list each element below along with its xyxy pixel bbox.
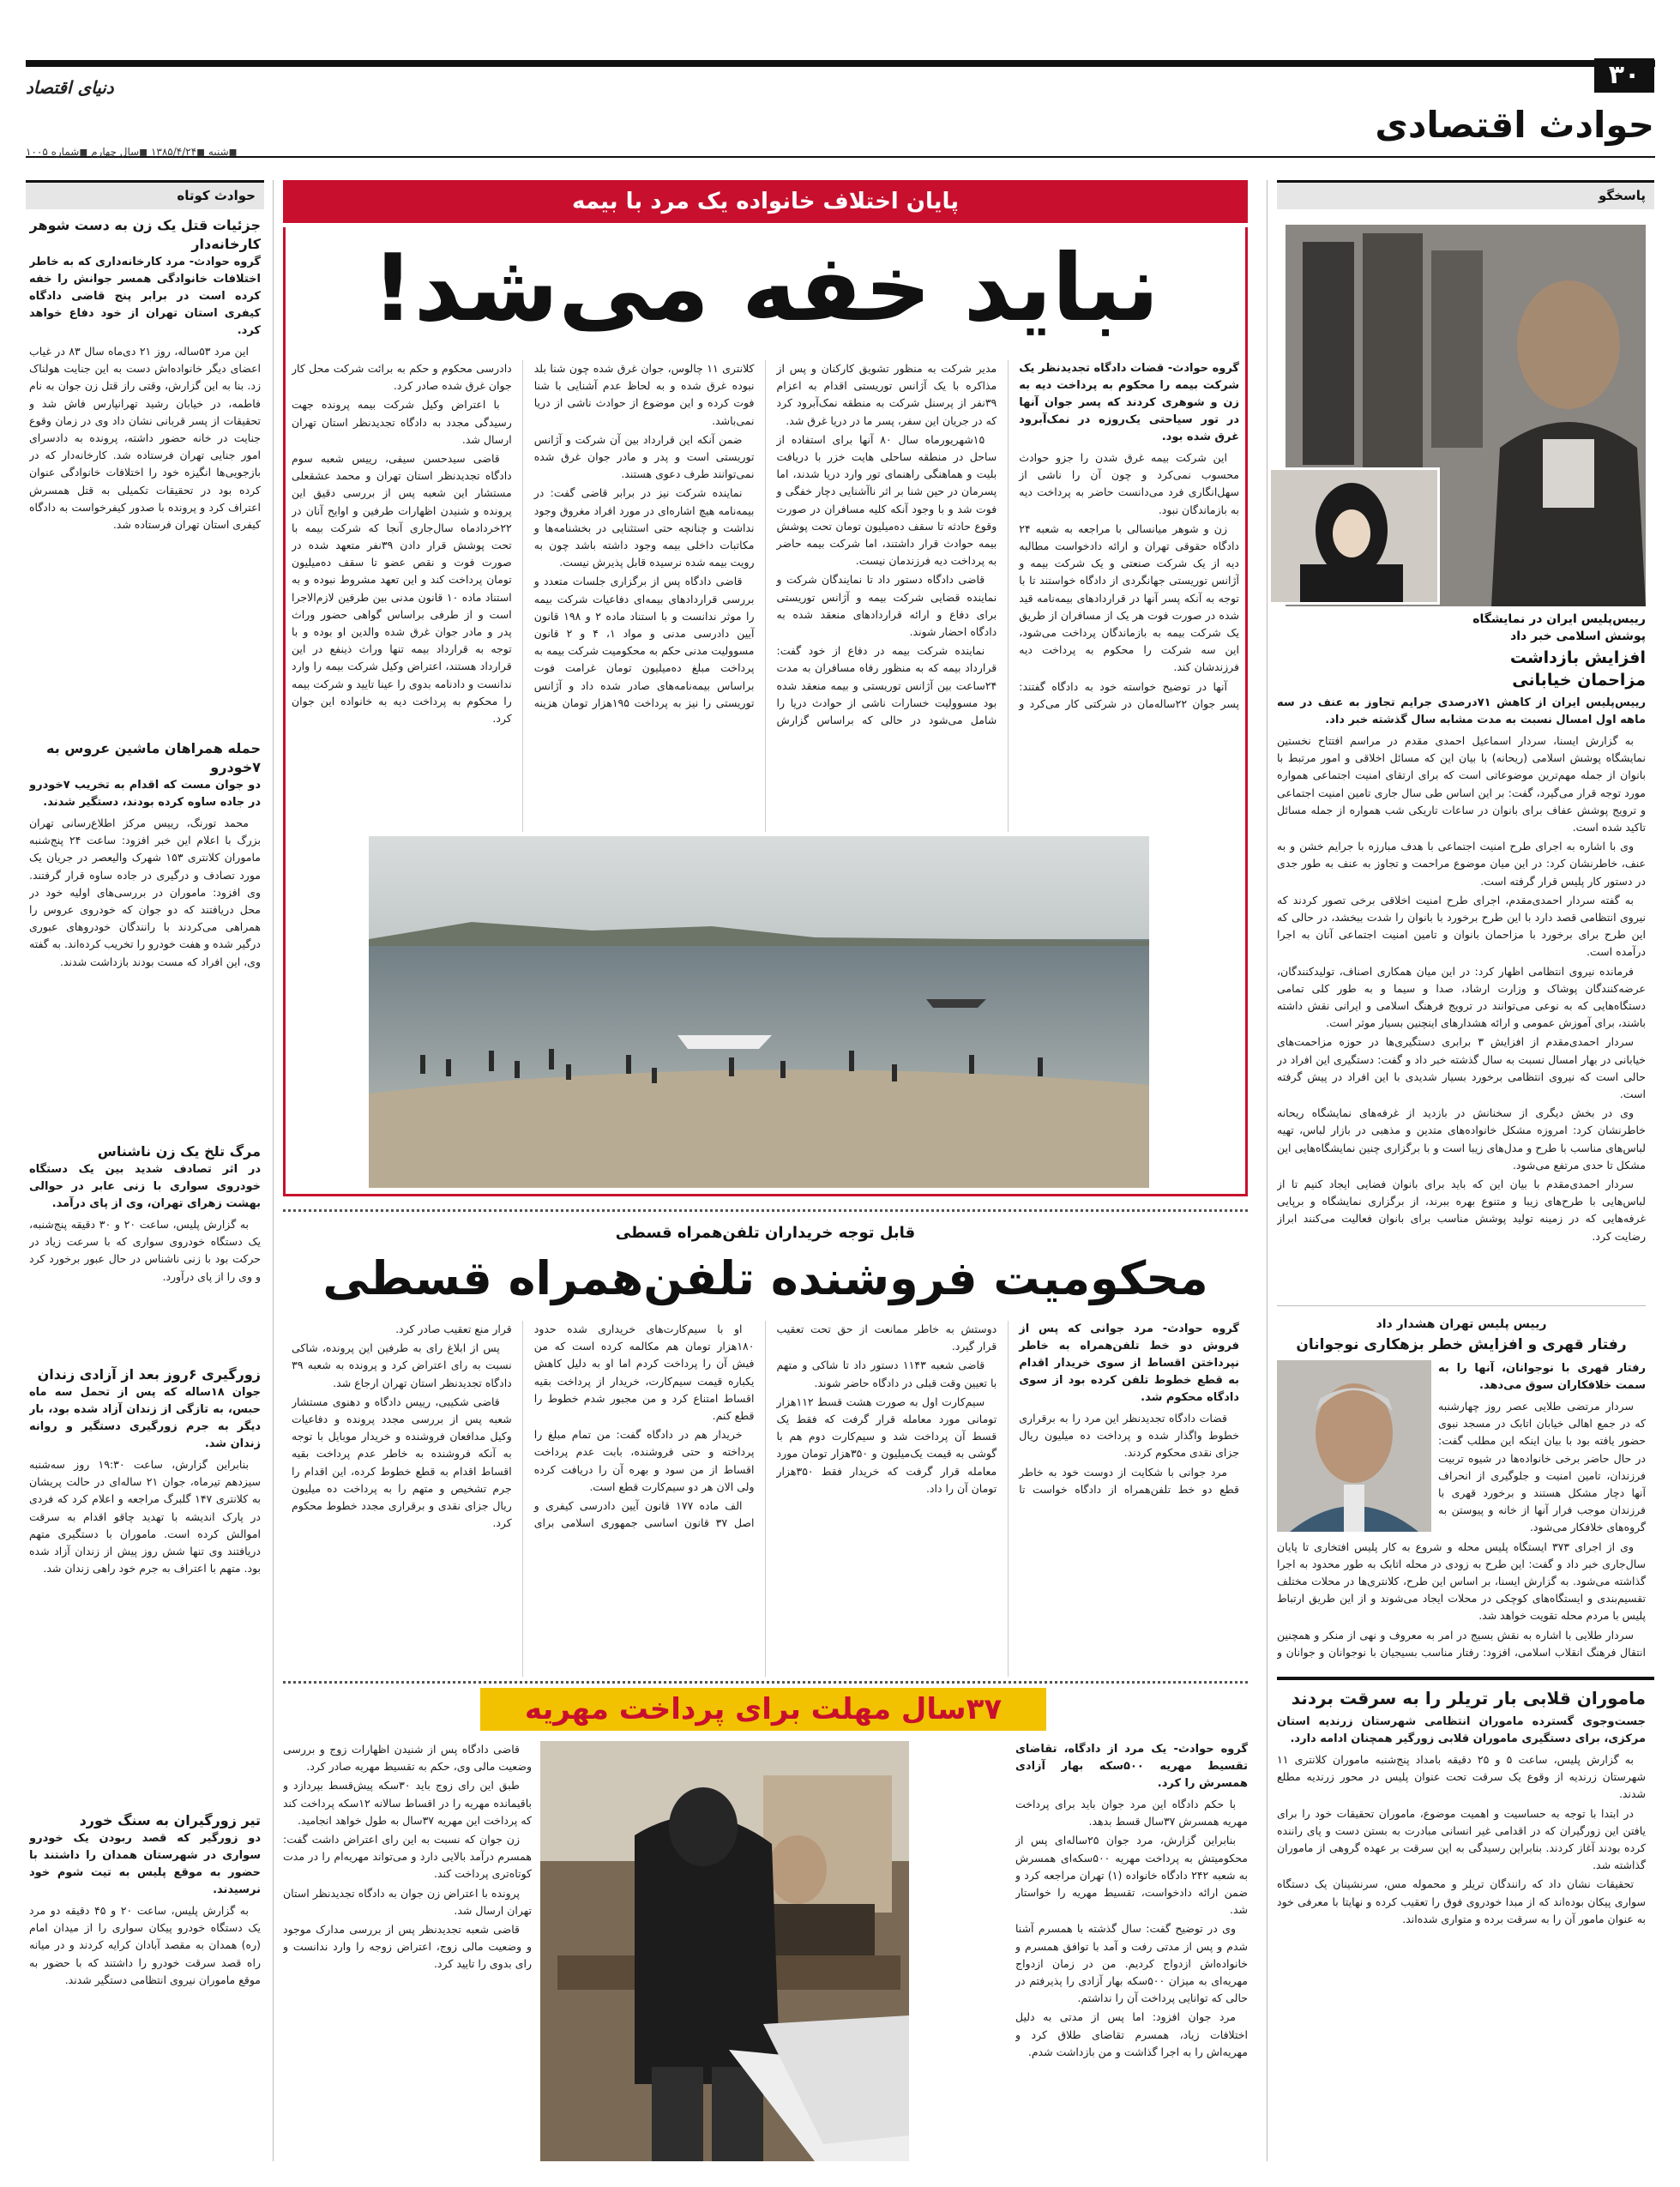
caption-title: افزایش بازداشت مزاحمان خیابانی xyxy=(1509,648,1646,690)
main-paragraph: نماینده شرکت نیز در برابر قاضی گفت: در بیمه‌نامه هیچ اشاره‌ای در مورد افراد مغروق وجود نداشت و چنانچه حتی استثنایی در بخشنامه‌ها و مکاتبات داخلی بیمه وجود داشته باشد چون به رویت بیمه شده نرسیده قابل پذیرش نیست. xyxy=(533,486,755,569)
mehrieh-paragraph: قاضی شعبه تجدیدنظر پس از بررسی مدارک موجود و وضعیت مالی زوج، اعتراض زوجه را وارد ندانست و رای بدوی را تایید کرد. xyxy=(283,1923,532,1971)
tehran-chief-photo xyxy=(1277,1360,1431,1532)
mehrieh-body-left xyxy=(283,1741,532,2161)
main-lead: گروه حوادث- قضات دادگاه تجدیدنظر یک شرکت بیمه را محکوم به پرداخت دیه به زن و شوهری کردند که پسر جوان آنها در تور سیاحتی یک‌روزه در نمک‌آبرود غرق شده بود. xyxy=(1019,362,1239,443)
short-news-item xyxy=(29,216,261,739)
right-column-label: پاسخگو xyxy=(1599,188,1646,203)
phone-paragraph: پس از ابلاغ رای به طرفین این پرونده، شاکی نسبت به رای اعتراض کرد و پرونده به شعبه ۳۹ دادگاه تجدیدنظر استان تهران ارجاع شد. xyxy=(292,1341,512,1389)
short-news-lead: گروه حوادث- مرد کارخانه‌داری که به خاطر اختلافات خانوادگی همسر جوانش را خفه کرده است در برابر پنج قاضی دادگاه کیفری استان تهران از خود دفاع خواهد کرد. xyxy=(29,256,261,337)
police-story-paragraph: فرمانده نیروی انتظامی اظهار کرد: در این میان همکاری اصناف، تولیدکنندگان، عرضه‌کنندگان پوشاک و وزارت ارشاد، صدا و سیما و به طور کلی تمامی دستگاه‌هایی که به نوعی می‌توانند در ترویج فرهنگ اسلامی و ایرانی نقش داشته باشند، برای آموزش عمومی و ارائه هشدارهای اینچنین بسیار موثر است. xyxy=(1277,964,1646,1030)
trailer-paragraph: به گزارش پلیس، ساعت ۵ و ۲۵ دقیقه بامداد پنج‌شنبه ماموران کلانتری ۱۱ شهرستان زرندیه از وقوع یک سرقت تحت عنوان پلیس در محور زرندیه مطلع شدند. xyxy=(1277,1753,1646,1801)
left-column-label-bar xyxy=(26,180,264,209)
police-story-lead: رییس‌پلیس ایران از کاهش ۷۱درصدی جرایم تجاوز به عنف در سه ماهه اول امسال نسبت به مدت مشابه سال گذشته خبر داد. xyxy=(1277,696,1646,726)
main-story-body xyxy=(292,360,1239,832)
main-paragraph: نماینده شرکت بیمه در دفاع از خود گفت: قرارداد بیمه که به منظور رفاه مسافران به مدت ۲۴ساعت بین آژانس توریستی و بیمه منعقد شده بود مسوولیت خسارات ناشی از حوادث دریا را شامل می‌شود در حالی که براساس گزارش کلانتری ۱۱ چالوس، جوان غرق شده چون شنا بلد نبوده غرق شده و به لحاظ عدم آشنایی با شنا فوت کرده و این موضوع از حوادث ناشی از دریا نمی‌باشد. xyxy=(533,362,997,727)
court-photo-art xyxy=(540,1741,909,2161)
short-news-body: محمد تورنگ، رییس مرکز اطلاع‌رسانی تهران بزرگ با اعلام این خبر افزود: ساعت ۲۴ پنج‌شنبه ماموران کلانتری ۱۵۳ شهرک والیعصر در جریان یک مورد تصادف و درگیری در جاده ساوه قرار گرفتند. وی افزود: ماموران در بررسی‌های اولیه خود در محل دریافتند که دو جوان که خودروی عروس را همراهی می‌کردند با رانندگان خودروهای عبوری درگیر شده و هفت خودرو را تخریب کرده‌اند. به گفته وی، این افراد که مست بودند بازداشت شدند. xyxy=(29,816,261,968)
phone-paragraph: قضات دادگاه تجدیدنظر این مرد را به برقراری خطوط واگذار شده و پرداخت ده میلیون ریال جزای نقدی محکوم کردند. xyxy=(1019,1412,1239,1460)
short-news-lead: جوان ۱۸ساله که پس از تحمل سه ماه حبس، به تازگی از زندان آزاد شده بود، بار دیگر به جرم زورگیری دستگیر و روانه زندان شد. xyxy=(29,1386,261,1450)
mehrieh-body-right xyxy=(1015,1741,1248,2161)
trailer-top-rule xyxy=(1277,1677,1654,1680)
mehrieh-lead: گروه حوادث- یک مرد از دادگاه، تقاضای تقسیط مهریه ۵۰۰سکه بهار آزادی همسرش را کرد. xyxy=(1015,1743,1248,1790)
police-story-paragraph: وی با اشاره به اجرای طرح امنیت اجتماعی با هدف مبارزه با جرایم خشن و به عنف، خاطرنشان کرد: در این میان موضوع مراحمت و تجاوز به عنف به طور جدی در دستور کار پلیس قرار گرفته است. xyxy=(1277,840,1646,888)
mehrieh-headline-band xyxy=(480,1688,1046,1731)
short-news-body: به گزارش پلیس، ساعت ۲۰ و ۳۰ دقیقه پنج‌شنبه، یک دستگاه خودروی سواری که با سرعت زیاد در حرکت بود با زنی ناشناس در حال عبور برخورد کرد و وی را از پای درآورد. xyxy=(29,1218,261,1283)
police-story-paragraph: به گفته سردار احمدی‌مقدم، اجرای طرح امنیت اخلاقی برخی تصور کردند که نیروی انتظامی قصد دارد با این طرح برخورد با بانوان را شدت ببخشد، در حالی که این طرح برای برخورد با مزاحمان بانوان و تامین امنیت اجتماعی آنان به اجرا درآمده است. xyxy=(1277,893,1646,959)
short-news-item xyxy=(29,739,261,1142)
mehrieh-paragraph: بنابراین گزارش، مرد جوان ۲۵ساله‌ای پس از محکومیتش به پرداخت مهریه ۵۰۰سکه‌ای همسرش به شعبه ۲۴۲ دادگاه خانواده (۱) تهران مراجعه کرد و ضمن ارائه دادخواست، تقسیط مهریه را خواستار شد. xyxy=(1015,1834,1248,1917)
trailer-paragraph: در ابتدا با توجه به حساسیت و اهمیت موضوع، ماموران تحقیقات خود را برای یافتن این زورگیران که در اقدامی غیر انسانی مبادرت به بستن دست و پای راننده کرده بودند آغاز کردند. بنابراین رسیدگی به این سرقت بر عهده گروهی از ماموران گذاشته شد. xyxy=(1277,1806,1646,1872)
mehrieh-paragraph: قاضی دادگاه پس از شنیدن اظهارات زوج و بررسی وضعیت مالی وی، حکم به تقسیط مهریه صادر کرد. xyxy=(283,1743,532,1774)
main-paragraph: آنها در توضیح خواسته خود به دادگاه گفتند: پسر جوان ۲۲ساله‌مان در شرکتی کار می‌کرد و مدیر شرکت به منظور تشویق کارکنان و پس از مذاکره با یک آژانس توریستی اقدام به اعزام ۳۹نفر از پرسنل شرکت به منطقه نمک‌آبرود کرد که در جریان این سفر، پسر ما در دریا غرق شد. xyxy=(776,362,1239,710)
main-paragraph: این شرکت بیمه غرق شدن را جزو حوادث محسوب نمی‌کرد و چون آن را ناشی از سهل‌انگاری فرد می‌دانست حاضر به پرداخت دیه به بازماندگان نبود. xyxy=(1019,451,1239,516)
column-divider-right xyxy=(1267,180,1268,2161)
trailer-title: ماموران قلابی بار تریلر را به سرقت بردند xyxy=(1291,1688,1646,1708)
dateline: ◼شنبه ◼۱۳۸۵/۴/۲۴ ◼سال چهارم ◼شماره ۱۰۰۵ xyxy=(26,146,238,158)
main-kicker-band xyxy=(283,180,1248,223)
tehran-kicker: رییس پلیس تهران هشدار داد xyxy=(1376,1317,1547,1331)
caption-kicker: رییس‌پلیس ایران در نمایشگاه پوشش اسلامی خبر داد xyxy=(1472,612,1646,643)
mehrieh-paragraph: با حکم دادگاه این مرد جوان باید برای پرداخت مهریه همسرش ۳۷سال قسط بدهد. xyxy=(1015,1798,1248,1829)
phone-paragraph: قاضی شعبه ۱۱۴۳ دستور داد تا شاکی و متهم با تعیین وقت قبلی در دادگاه حاضر شوند. xyxy=(776,1359,997,1389)
short-news-item xyxy=(29,1142,261,1365)
phone-paragraph: الف ماده ۱۷۷ قانون آیین دادرسی کیفری و اصل ۳۷ قانون اساسی جمهوری اسلامی برای قرار منع تعقیب صادر کرد. xyxy=(395,1322,755,1530)
police-story-paragraph: سردار احمدی‌مقدم با بیان این که باید برای بانوان فضایی ایجاد کنیم تا از لباس‌هایی با طرح‌های زیبا و متنوع بهره ببرند، از برگزاری نمایشگاه و برپایی غرفه‌هایی که در زمینه تولید پوشش مناسب برای بانوان فعالیت می‌کنند ابراز رضایت کرد. xyxy=(1277,1178,1646,1243)
police-story-paragraph: وی در بخش دیگری از سخنانش در بازدید از غرفه‌های نمایشگاه ریحانه خاطرنشان کرد: امروزه مشکل خانواده‌های متدین و مذهبی در بازار لباس، تهیه لباس‌های مناسب با طرح و مدل‌های زیبا است و با برگزاری چنین نمایشگاه‌هایی این مشکل تا حدی مرتفع می‌شود. xyxy=(1277,1106,1646,1172)
court-photo xyxy=(540,1741,909,2161)
tehran-paragraph: سردار مرتضی طلایی عصر روز چهارشنبه که در جمع اهالی خیابان اتابک در مسجد نبوی حضور یافته بود با بیان اینکه این مطلب گفت: در حال حاضر برخی خانواده‌ها در شیوه تربیت فرزندان، تامین امنیت و جلوگیری از انحراف آنها دچار مشکل هستند و برخورد قهری با فرزندان موجب فرار آنها از خانه و پیوستن به گروه‌های خلافکار می‌شود. xyxy=(1438,1400,1646,1534)
short-news-list xyxy=(29,216,261,2163)
trailer-paragraph: تحقیقات نشان داد که رانندگان تریلر و محموله مس، سرنشینان یک دستگاه سواری پیکان بوده‌اند که از مبدا خودروی فوق را تعقیب کرده و نهایتا با معرفی خود به عنوان مامور آن را به سرقت برده و متواری شده‌اند. xyxy=(1277,1877,1646,1925)
short-news-item xyxy=(29,1811,261,2154)
tehran-lead: رفتار قهری با نوجوانان، آنها را به سمت خلافکاران سوق می‌دهد. xyxy=(1438,1362,1646,1392)
phone-paragraph: خریدار هم در دادگاه گفت: من تمام مبلغ را پرداخته و حتی فروشنده، بابت عدم پرداخت اقساط از من سود و بهره آن را دریافت کرده ولی الان هر دو سیم‌کارت ‌قطع است. xyxy=(533,1428,755,1493)
left-column-label: حوادث کوتاه xyxy=(177,188,256,203)
page-number: ۳۰ xyxy=(1594,58,1654,93)
main-paragraph: قاضی دادگاه پس از برگزاری جلسات متعدد و بررسی قراردادهای بیمه‌ای دفاعیات شرکت بیمه را موثر ندانست و با استناد ماده ۲ و ۱۹۸ قانون آیین دادرسی مدنی و مواد ۱، ۴ و ۲ قانون مسوولیت مدنی حکم به محکومیت شرکت بیمه به پرداخت مبلغ ده‌میلیون تومان غرامت فوت براساس بیمه‌نامه‌های صادر شده داد و آژانس توریستی را نیز به پرداخت ۱۹۵هزار تومان هزینه دادرسی محکوم و حکم به برائت شرکت محل کار جوان غرق شده صادر کرد. xyxy=(292,362,755,709)
header-rule xyxy=(26,60,1655,67)
phone-headline: محکومیت فروشنده تلفن‌همراه قسطی xyxy=(322,1251,1208,1305)
main-paragraph: قاضی سیدحسن سیفی، رییس شعبه سوم دادگاه تجدیدنظر استان تهران و محمد عشقعلی مستشار این شعبه پس از بررسی دقیق این پرونده و شنیدن اظهارات طرفین و اوایح آنان در ۲۲خردادماه سال‌جاری آنجا که شرکت بیمه با تحت پوشش قرار دادن ۳۹نفر متعهد شده در صورت فوت و نقص عضو تا سقف ده‌میلیون تومان پرداخت کند و این تعهد مشروط نبوده و به استناد ماده ۱۰ قانون مدنی بین طرفین لازم‌الاجرا است و از طرفی براساس گواهی حضور وراث پدر و مادر جوان غرق شده والدین او بوده و با توجه به قرارداد بیمه تنها وراث ذینفع در این قرارداد هستند، اعتراض وکیل شرکت بیمه را وارد ندانست و دادنامه بدوی را عینا تایید و شرکت بیمه را محکوم به پرداخت دیه به خانواده این جوان کرد. xyxy=(292,452,512,726)
mehrieh-paragraph: طبق این رای زوج باید ۳۰سکه پیش‌قسط بپردازد و باقیمانده مهریه را در اقساط سالانه ۱۲سکه پرداخت کند که پرداخت این مهریه ۳۷سال به طول خواهد انجامید. xyxy=(283,1779,532,1827)
main-paragraph: زن و شوهر میانسالی با مراجعه به شعبه ۲۴ دادگاه حقوقی تهران و ارائه دادخواست مطالبه دیه از یک شرکت صنعتی و یک شرکت بیمه و آژانس توریستی جهانگردی از دادگاه خواستند تا با توجه به آنکه پسر آنها در قراردادهای بیمه‌نامه قید شده در صورت فوت هر یک از مسافران از طریق یک شرکت بیمه به بازماندگان پرداخت می‌شود، این سه شرکت را محکوم به پرداخت دیه فرزندشان کند. xyxy=(1019,521,1239,674)
caption-block xyxy=(1457,611,1646,691)
main-paragraph: با اعتراض وکیل شرکت بیمه پرونده جهت رسیدگی مجدد به دادگاه تجدیدنظر استان تهران ارسال شد. xyxy=(292,398,512,446)
trailer-story xyxy=(1277,1686,1646,2166)
phone-paragraph: مرد جوانی با شکایت از دوست خود به خاطر قطع دو خط تلفن‌همراه از دادگاه خواست تا دوستش به خاطر ممانعت از حق تحت تعقیب قرار گیرد. xyxy=(776,1322,1239,1496)
column-divider-left xyxy=(273,180,274,2161)
short-news-title: حمله همراهان ماشین عروس به ۷خودرو xyxy=(46,740,261,775)
tehran-paragraph: وی از اجرای ۳۷۳ ایستگاه پلیس محله و شروع به کار پلیس افتخاری تا پایان سال‌جاری خبر داد و گفت: این طرح به زودی در محله اتابک به طور محدود به اجرا گذاشته می‌شود. به گزارش ایسنا، بر اساس این طرح، کلانتری‌ها در محلات مختلف تقسیم‌بندی و ایستگاه‌های کوچکی در محلات ایجاد می‌شوند و از این طریق ارتباط پلیس با مردم محله تقویت خواهد شد. xyxy=(1277,1539,1646,1623)
phone-lead: گروه حوادث- مرد جوانی که پس از فروش دو خط تلفن‌همراه به خاطر نپرداختن اقساط از سوی خریدار اقدام به قطع خطوط تلفن کرده بود از سوی دادگاه محکوم شد. xyxy=(1019,1322,1239,1404)
police-story-body xyxy=(1277,695,1646,1664)
phone-heading xyxy=(283,1222,1248,1313)
mehrieh-top-rule xyxy=(283,1681,1248,1684)
short-news-title: جزئیات قتل یک زن به دست شوهر کارخانه‌دار xyxy=(29,217,261,252)
main-paragraph: ۱۵شهریورماه سال ۸۰ آنها برای استفاده از ساحل در منطقه ساحلی هایت خزر با دریافت بلیت و هماهنگی راهنمای تور وارد دریا شدند، اما پسرمان در حین شنا بر اثر ناآشنایی دچار خفگی و فوت شد و با وجود آنکه کلیه مسافران در صورت وقوع حادثه تا سقف ده‌میلیون تومان تحت پوشش بیمه حوادث قرار داشتند، اما شرکت بیمه حاضر به پرداخت دیه فرزندمان نیست. xyxy=(776,432,997,568)
police-story-paragraph: به گزارش ایسنا، سردار اسماعیل احمدی مقدم در مراسم افتتاح نخستین نمایشگاه پوشش اسلامی (ریحانه) با بیان این که مسائل اخلاقی و امور مرتبط با بانوان از جمله مهم‌ترین موضوعاتی است که برای ارتقای امنیت اجتماعی همواره مورد توجه قرار می‌گیرد، گفت: بر این اساس طی سال جاری تامین امنیت اجتماعی و ترویج پوشش عفاف برای بانوان در ساعات تاریکی شب همواره از جمله مسائل تاکید شده است. xyxy=(1277,734,1646,834)
short-news-lead: دو جوان مست که اقدام به تخریب ۷خودرو در جاده ساوه کرده بودند، دستگیر شدند. xyxy=(29,779,261,809)
phone-paragraph: او با سیم‌کارت‌های خریداری شده حدود ۱۸۰هزار تومان هم مکالمه کرده است که من فیش آن را پرداخت کردم اما او به دلیل کاهش یکباره قیمت سیم‌کارت، خریدار از پرداخت بقیه اقساط امتناع کرد و من مجبور شدم خطوط را قطع کنم. xyxy=(533,1322,755,1423)
mehrieh-paragraph: زن جوان که نسبت به این رای اعتراض داشت گفت: همسرم درآمد بالایی دارد و می‌تواند مهریه‌ام را در مدت کوتاه‌تری پرداخت کند. xyxy=(283,1833,532,1881)
trailer-lead: جست‌وجوی گسترده ماموران انتظامی شهرستان زرندیه استان مرکزی، برای دستگیری ماموران قلابی زورگیر همچنان ادامه دارد. xyxy=(1277,1715,1646,1745)
tehran-title: رفتار قهری و افزایش خطر بزهکاری نوجوانان xyxy=(1296,1336,1627,1353)
beach-photo xyxy=(369,836,1149,1188)
phone-top-rule xyxy=(283,1209,1248,1212)
tehran-police-story xyxy=(1277,1314,1646,1664)
short-news-title: زورگیری ۶روز بعد از آزادی زندان xyxy=(37,1366,261,1383)
tehran-paragraph: سردار طلایی با اشاره به نقش بسیج در امر به معروف و نهی از منکر و همچنین انتقال فرهنگ انقلاب اسلامی، افزود: رفتار مناسب بسیجیان با نوجوانان و جوانان و xyxy=(1277,1628,1646,1659)
short-news-body: به گزارش پلیس، ساعت ۲۰ و ۴۵ دقیقه دو مرد یک دستگاه خودرو پیکان سواری را از میدان امام (ره) همدان به مقصد آبادان کرایه کردند و در میانه راه قصد سرقت خودرو را داشتند که با حضور به موقع ماموران نیروی انتظامی دستگیر شدند. xyxy=(29,1904,261,1986)
main-paragraph: قاضی دادگاه دستور داد تا نمایندگان شرکت و نماینده قضایی شرکت بیمه و آژانس توریستی برای دفاع و ارائه قراردادهای منعقد شده به دادگاه احضار شوند. xyxy=(776,573,997,639)
mannequin-photo xyxy=(1268,467,1440,605)
short-news-item xyxy=(29,1365,261,1811)
short-news-lead: در اثر تصادف شدید بین یک دستگاه خودروی سواری با زنی عابر در حوالی بهشت زهرای تهران، وی از پای درآمد. xyxy=(29,1163,261,1210)
phone-kicker: قابل توجه خریداران تلفن‌همراه قسطی xyxy=(615,1224,916,1242)
mehrieh-paragraph: وی در توضیح گفت: سال گذشته با همسرم آشنا شدم و پس از مدتی رفت و آمد با توافق همسرم و خانواده‌اش ازدواج کردیم. من در زمان ازدواج مهریه‌ای به میزان ۵۰۰سکه بهار آزادی را پذیرفتم در حالی که توانایی پرداخت آن را نداشتم. xyxy=(1015,1922,1248,2005)
tehran-chief-photo-art xyxy=(1277,1360,1431,1532)
right-column-label-bar xyxy=(1277,180,1654,209)
main-kicker: پایان اختلاف خانواده یک مرد با بیمه xyxy=(571,189,960,214)
beach-photo-art xyxy=(369,836,1149,1188)
phone-paragraph: قاضی شکیبی، رییس دادگاه و دهنوی مستشار شعبه پس از بررسی مجدد پرونده و دفاعیات وکیل مدافعان فروشنده و خریدار موبایل با توجه به آنکه فروشنده به خاطر عدم پرداخت بقیه اقساط اقدام به قطع خطوط کرده، این اقدام را جرم تشخیص و متهم را به پرداخت ده میلیون ریال جزای نقدی و برقراری مجدد خطوط محکوم کرد. xyxy=(292,1395,512,1530)
mannequin-photo-art xyxy=(1268,470,1437,605)
main-paragraph: ضمن آنکه این قرارداد بین آن شرکت و آژانس توریستی است و پدر و مادر جوان غرق شده نمی‌توانند طرف دعوی هستند. xyxy=(533,432,755,481)
phone-paragraph: سیم‌کارت اول به صورت هشت قسط ۱۱۲هزار تومانی مورد معامله قرار گرفت که فقط یک قسط آن پرداخت شد و سیم‌کارت دوم هم با گوشی به قیمت یک‌میلیون و ۳۵۰هزار تومان مورد معامله قرار گرفت که خریدار فقط ۳۵۰هزار تومان آن را داد. xyxy=(776,1395,997,1495)
brand-logo: دنیای اقتصاد xyxy=(26,77,114,98)
short-news-body: این مرد ۵۳ساله، روز ۲۱ دی‌ماه سال ۸۳ در غیاب اعضای دیگر خانواده‌اش دست به این جنایت هولناک زد. بنا به این گزارش، وقتی راز قتل زن جوان به نام فاطمه، در خیابان رشید تهرانپارس فاش شد و تحقیقات از پسر قربانی نشان داد وی در زمان وقوع جنایت در خانه حضور داشته، پرونده به دادسرای امور جنایی تهران فرستاده شد. کارخانه‌دار که در بازجویی‌ها انگیزه خود را اختلافات خانوادگی عنوان کرده بود در تحقیقات تکمیلی به قتل همسرش اعتراف کرد و پرونده با صدور کیفرخواست به دادگاه کیفری استان تهران فرستاده شد. xyxy=(29,345,261,532)
phone-story-body xyxy=(292,1321,1239,1677)
section-title: حوادث اقتصادی xyxy=(1375,104,1654,146)
short-news-lead: دو زورگیر که قصد ربودن یک خودرو سواری در شهرستان همدان را داشتند با حضور به موقع پلیس به تیت شوم خود نرسیدند. xyxy=(29,1832,261,1896)
main-headline: نباید خفه می‌شد! xyxy=(371,235,1159,342)
mehrieh-headline: ۳۷سال مهلت برای پرداخت مهریه xyxy=(524,1692,1003,1726)
mehrieh-paragraph: پرونده با اعتراض زن جوان به دادگاه تجدیدنظر استان تهران ارسال شد. xyxy=(283,1886,532,1917)
police-story-paragraph: سردار احمدی‌مقدم از افزایش ۳ برابری دستگیری‌ها در حوزه مزاحمت‌های خیابانی در بهار امسال نسبت به سال گذشته خبر داد و گفت: دستگیری این افراد در حالی است که نیروی انتظامی برخورد بسیار شدیدی با این افراد در پیش گرفته است. xyxy=(1277,1035,1646,1101)
short-news-title: تیر زورگیران به سنگ خورد xyxy=(79,1812,261,1829)
mehrieh-paragraph: مرد جوان افزود: اما پس از مدتی به دلیل اختلافات زیاد، همسرم تقاضای طلاق کرد و مهریه‌اش را به اجرا گذاشت و من بازداشت شدم. xyxy=(1015,2010,1248,2058)
short-news-title: مرگ تلخ یک زن ناشناس xyxy=(97,1143,261,1160)
short-news-body: بنابراین گزارش، ساعت ۱۹:۳۰ روز سه‌شنبه سیزدهم تیرماه، جوان ۲۱ ساله‌ای در حالت پریشان به کلانتری ۱۴۷ گلبرگ مراجعه و اعلام کرد که فردی در پارک اندیشه با تهدید چاقو اقدام به سرقت اموالش کرده است. ماموران با دستگیری متهم دریافتند وی تنها شش روز پیش از زندان آزاد شده بود. متهم با اعتراف به جرم خود راهی زندان شد. xyxy=(29,1458,261,1575)
story-separator xyxy=(1277,1305,1646,1306)
